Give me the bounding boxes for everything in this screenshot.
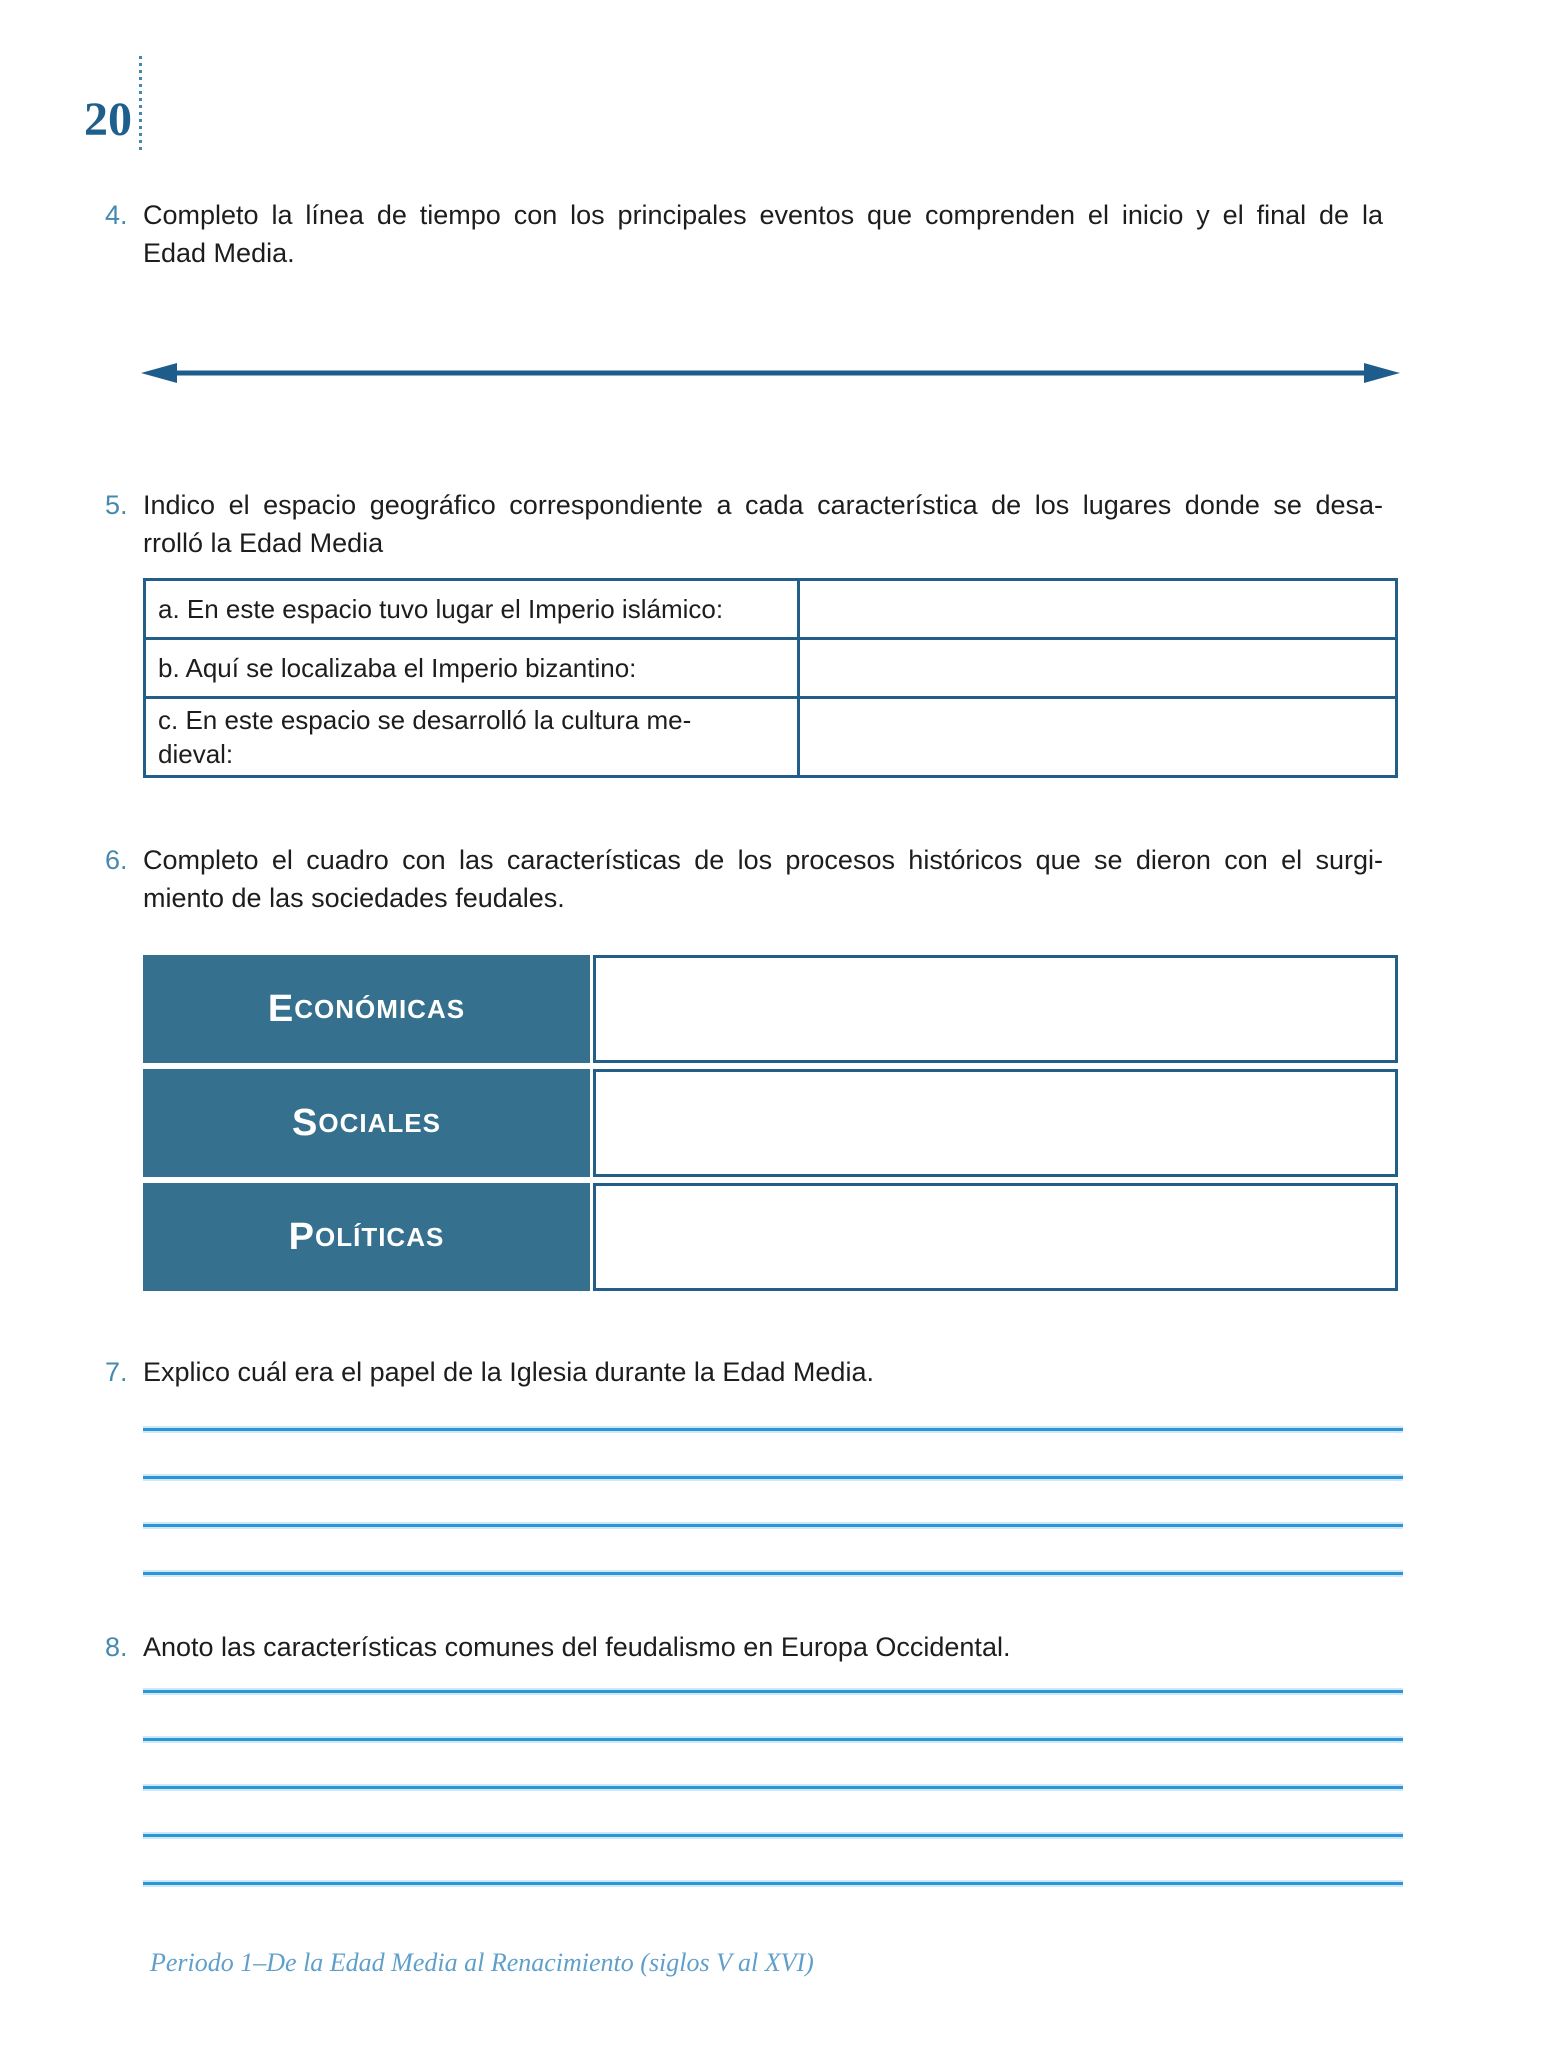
header-rest: CONÓMICAS [294, 994, 466, 1024]
table-row [146, 640, 1395, 699]
geography-table [143, 578, 1398, 778]
header-rest: OCIALES [318, 1108, 441, 1138]
exercise-7-number: 7. [105, 1357, 128, 1387]
exercise-4-number: 4. [105, 200, 128, 230]
answer-line[interactable] [143, 1476, 1403, 1479]
answer-line[interactable] [143, 1738, 1403, 1741]
exercise-8-line-1: Anoto las características comunes del feudalismo en Europa Occidental. [143, 1632, 1011, 1662]
answer-line[interactable] [143, 1572, 1403, 1575]
header-initial: P [288, 1216, 315, 1258]
politicas-answer-cell[interactable] [593, 1183, 1398, 1291]
exercise-5-line-1: Indico el espacio geográfico correspondiente a cada característica de los lugares donde se desa- [143, 490, 1383, 520]
exercise-7-line-1: Explico cuál era el papel de la Iglesia durante la Edad Media. [143, 1357, 874, 1387]
answer-line[interactable] [143, 1690, 1403, 1693]
exercise-6-line-1: Completo el cuadro con las características de los procesos históricos que se dieron con el surgi- [143, 845, 1383, 875]
header-cell-economicas [143, 955, 590, 1063]
table-row [146, 699, 1395, 775]
table-row [143, 955, 1398, 1063]
page-number: 20 [84, 93, 132, 146]
answer-line[interactable] [143, 1428, 1403, 1431]
header-initial: E [267, 988, 295, 1030]
row-c-label [146, 699, 800, 775]
row-a-answer-cell[interactable] [800, 581, 1395, 637]
exercise-6-prompt [105, 841, 1383, 917]
row-c-answer-cell[interactable] [800, 699, 1395, 775]
row-b-answer-cell[interactable] [800, 640, 1395, 696]
exercise-5-number: 5. [105, 490, 128, 520]
row-c-label-text-1: c. En este espacio se desarrolló la cultura me- [158, 705, 692, 735]
exercise-8-number: 8. [105, 1632, 128, 1662]
row-b-label [146, 640, 800, 696]
sociales-answer-cell[interactable] [593, 1069, 1398, 1177]
arrow-left-head-icon [141, 363, 177, 383]
exercise-8-prompt [105, 1628, 1383, 1666]
exercise-7-prompt [105, 1353, 1383, 1391]
timeline-fill-in-area[interactable] [141, 360, 1400, 386]
table-row [143, 1069, 1398, 1177]
answer-line[interactable] [143, 1834, 1403, 1837]
exercise-4-line-1: Completo la línea de tiempo con los principales eventos que comprenden el inicio y el final de la [143, 200, 1383, 230]
arrow-right-head-icon [1364, 363, 1400, 383]
exercise-4-prompt [105, 196, 1383, 272]
row-a-label-text: a. En este espacio tuvo lugar el Imperio islámico: [158, 594, 724, 624]
table-row [146, 581, 1395, 640]
exercise-6-line-2: miento de las sociedades feudales. [143, 883, 565, 913]
header-cell-sociales [143, 1069, 590, 1177]
row-a-label [146, 581, 800, 637]
dotted-divider [139, 56, 142, 152]
footer-period-title: Periodo 1–De la Edad Media al Renacimiento (siglos V al XVI) [150, 1948, 814, 1977]
header-initial: S [292, 1102, 319, 1144]
row-c-label-text-2: dieval: [158, 739, 234, 769]
answer-line[interactable] [143, 1524, 1403, 1527]
header-rest: OLÍTICAS [315, 1222, 445, 1252]
header-cell-politicas [143, 1183, 590, 1291]
table-row [143, 1183, 1398, 1291]
row-b-label-text: b. Aquí se localizaba el Imperio bizantino: [158, 653, 637, 683]
economicas-answer-cell[interactable] [593, 955, 1398, 1063]
timeline-arrow [141, 360, 1400, 386]
feudal-characteristics-table [143, 955, 1398, 1291]
exercise-5-prompt [105, 486, 1383, 562]
answer-line[interactable] [143, 1882, 1403, 1885]
answer-line[interactable] [143, 1786, 1403, 1789]
exercise-5-line-2: rrolló la Edad Media [143, 528, 384, 558]
exercise-4-line-2: Edad Media. [143, 238, 295, 268]
exercise-6-number: 6. [105, 845, 128, 875]
